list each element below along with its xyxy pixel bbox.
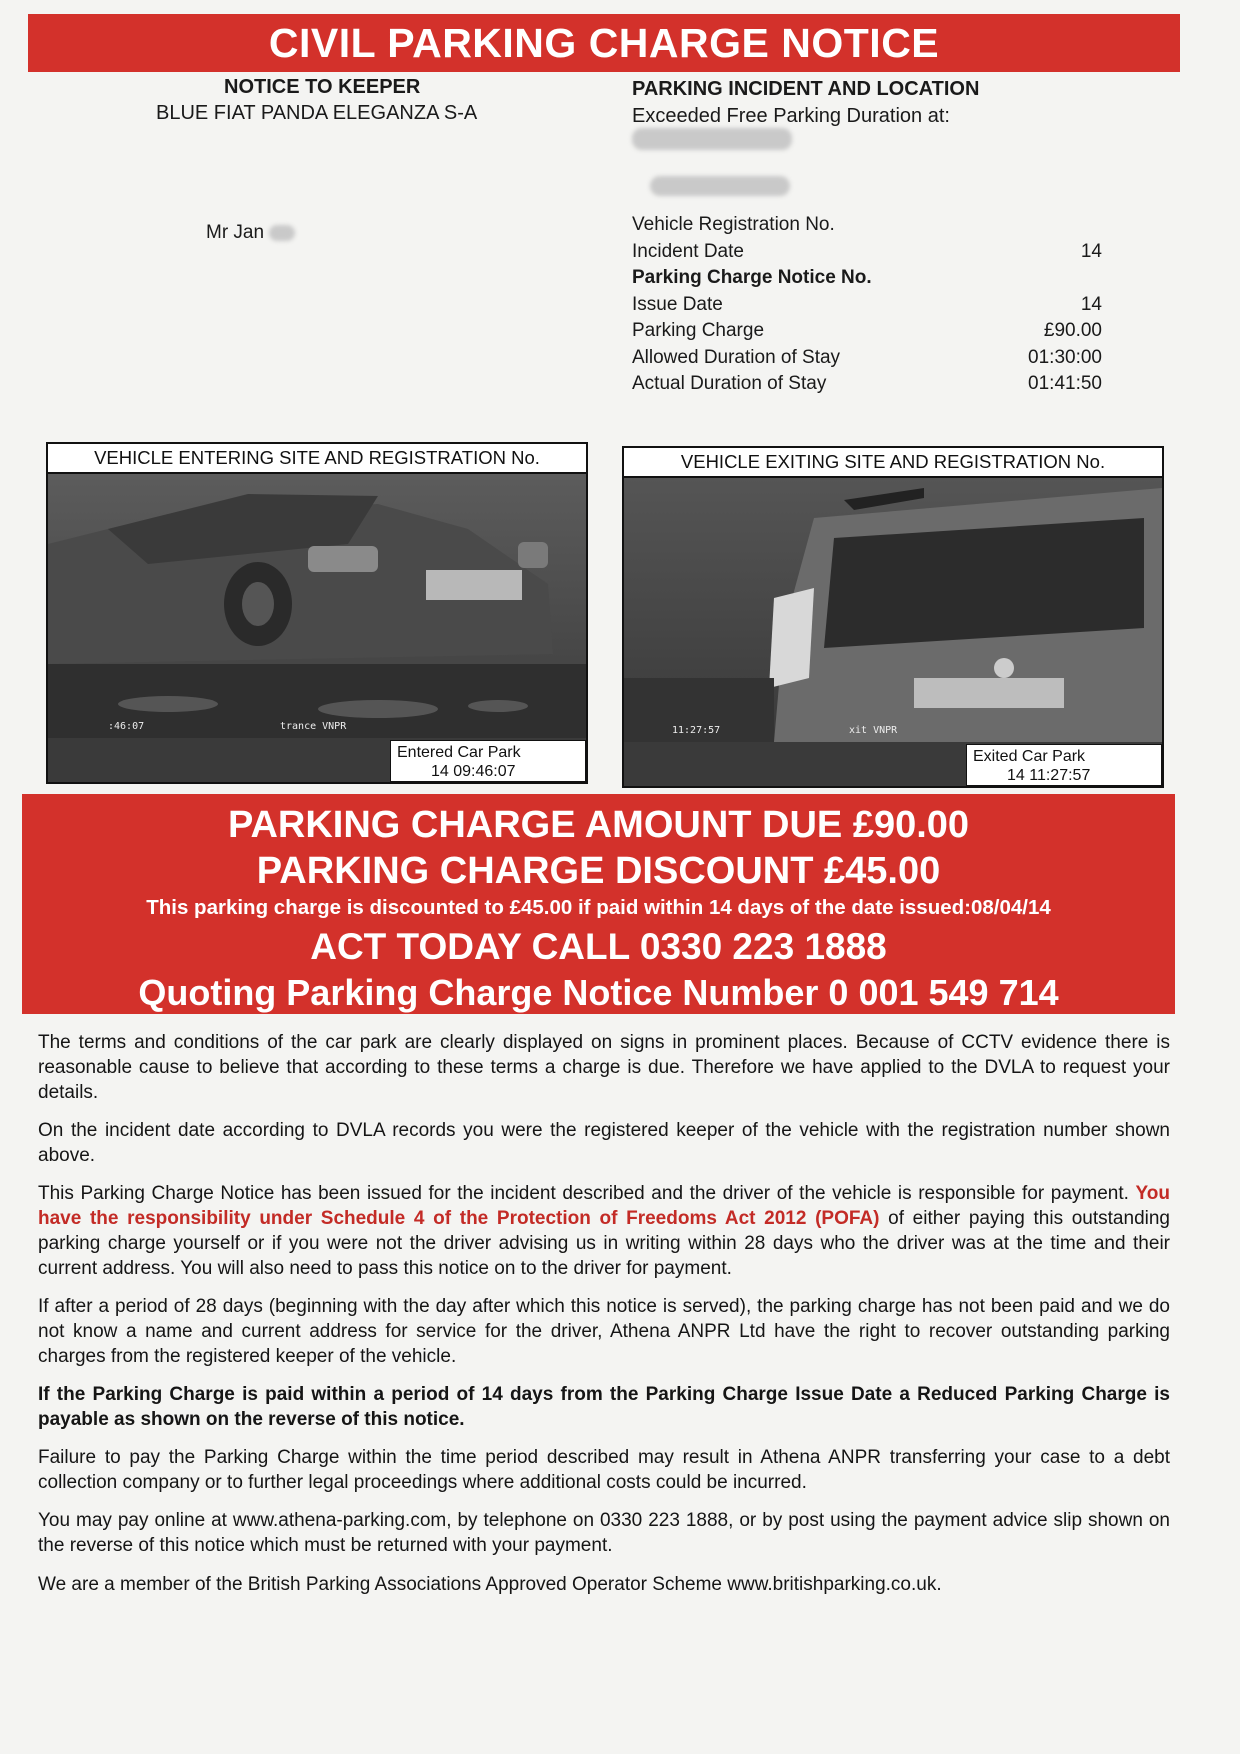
detail-label: Parking Charge — [632, 320, 765, 342]
detail-label: Vehicle Registration No. — [632, 214, 835, 236]
keeper-vehicle: BLUE FIAT PANDA ELEGANZA S-A — [156, 102, 478, 124]
discount-amount: PARKING CHARGE DISCOUNT £45.00 — [256, 850, 941, 892]
detail-label: Issue Date — [632, 293, 723, 315]
exit-camera-id: xit VNPR — [849, 725, 898, 736]
charge-summary — [22, 794, 1175, 1014]
detail-value: 14 — [1080, 240, 1102, 262]
exit-car-illustration — [624, 478, 1162, 742]
entry-caption-title: Entered Car Park — [397, 744, 521, 761]
body-paragraph: If after a period of 28 days (beginning with the day after which this notice is served), the parking charge has not been paid and we do not know a name and current address for service for the driver, Athena ANPR Ltd have the right to recover outstanding parking charges from the registered keeper of the vehicle. — [38, 1296, 1170, 1367]
entry-caption — [390, 740, 586, 782]
redaction-blur — [632, 128, 792, 150]
exit-caption-title: Exited Car Park — [973, 748, 1086, 765]
entry-caption-time: 14 09:46:07 — [431, 763, 516, 780]
bpa-membership-line: We are a member of the British Parking Associations Approved Operator Scheme www.britishparking.co.uk. — [38, 1574, 942, 1595]
entry-camera-image — [48, 474, 586, 738]
reduced-charge-paragraph: If the Parking Charge is paid within a period of 14 days from the Parking Charge Issue Date a Reduced Parking Charge is payable as shown on the reverse of this notice. — [38, 1384, 1170, 1430]
pofa-emphasis: You have the responsibility under Schedule 4 of the Protection of Freedoms Act 2012 (POFA) — [38, 1183, 1170, 1229]
call-to-action: ACT TODAY CALL 0330 223 1888 — [310, 926, 887, 967]
incident-description: Exceeded Free Parking Duration at: — [632, 105, 950, 127]
exit-photo-label: VEHICLE EXITING SITE AND REGISTRATION No. — [624, 448, 1162, 478]
incident-heading: PARKING INCIDENT AND LOCATION — [632, 78, 980, 100]
detail-label: Incident Date — [632, 240, 744, 262]
entry-photo-label: VEHICLE ENTERING SITE AND REGISTRATION No. — [48, 444, 586, 474]
keeper-heading: NOTICE TO KEEPER — [224, 76, 421, 98]
payment-methods-paragraph: You may pay online at www.athena-parking.com, by telephone on 0330 223 1888, or by post using the payment advice slip shown on the reverse of this notice which must be returned with your payment. — [38, 1510, 1170, 1556]
detail-row — [632, 292, 1102, 319]
keeper-name-row — [206, 222, 295, 244]
detail-label: Actual Duration of Stay — [632, 373, 827, 395]
detail-row — [632, 239, 1102, 266]
exit-camera-timestamp: 11:27:57 — [672, 725, 721, 736]
redaction-blur — [650, 176, 790, 196]
incident-details — [632, 212, 1102, 398]
body-paragraph: The terms and conditions of the car park are clearly displayed on signs in prominent places. Because of CCTV evidence there is reasonable cause to believe that according to these terms a charge is due. Therefore we have applied to the DVLA to request your details. — [38, 1032, 1170, 1103]
detail-value: 01:41:50 — [1028, 373, 1102, 395]
redaction-blur — [269, 225, 295, 241]
body-paragraph: On the incident date according to DVLA records you were the registered keeper of the vehicle with the registration number shown above. — [38, 1120, 1170, 1166]
body-paragraph: Failure to pay the Parking Charge within the time period described may result in Athena ANPR transferring your case to a debt collection company or to further legal proceedings where additional costs could be incurred. — [38, 1447, 1170, 1493]
exit-photo-panel — [622, 446, 1164, 788]
detail-label: Parking Charge Notice No. — [632, 267, 872, 289]
detail-row — [632, 345, 1102, 372]
entry-car-illustration — [48, 474, 586, 738]
exit-caption — [966, 744, 1162, 786]
detail-value: £90.00 — [1043, 320, 1102, 342]
notice-body — [38, 1030, 1170, 1610]
detail-row — [632, 371, 1102, 398]
incident-section — [632, 78, 1092, 128]
entry-photo-panel — [46, 442, 588, 784]
keeper-name: Mr Jan — [206, 222, 265, 243]
detail-row — [632, 212, 1102, 239]
detail-value: 14 — [1080, 293, 1102, 315]
amount-due: PARKING CHARGE AMOUNT DUE £90.00 — [227, 804, 970, 846]
exit-caption-time: 14 11:27:57 — [1007, 767, 1091, 784]
discount-note: This parking charge is discounted to £45.00 if paid within 14 days of the date issued:08/04/14 — [146, 896, 1051, 919]
notice-number-quote: Quoting Parking Charge Notice Number 0 001 549 714 — [138, 972, 1059, 1013]
body-text-span: This Parking Charge Notice has been issued for the incident described and the driver of the vehicle is responsible for payment. — [38, 1183, 1136, 1204]
entry-camera-id: trance VNPR — [280, 721, 347, 732]
exit-camera-image — [624, 478, 1162, 742]
body-paragraph — [38, 1181, 1170, 1281]
body-text-span: of either paying this outstanding parking charge yourself or if you were not the driver advising us in writing within 28 days who the driver was at the time and their current address. You will also need to pass this notice on to the driver for payment. — [38, 1208, 1170, 1279]
entry-camera-timestamp: :46:07 — [108, 721, 145, 732]
notice-title: CIVIL PARKING CHARGE NOTICE — [28, 14, 1180, 72]
detail-label: Allowed Duration of Stay — [632, 346, 841, 368]
detail-value: 01:30:00 — [1028, 346, 1102, 368]
detail-row — [632, 318, 1102, 345]
detail-row — [632, 265, 1102, 292]
